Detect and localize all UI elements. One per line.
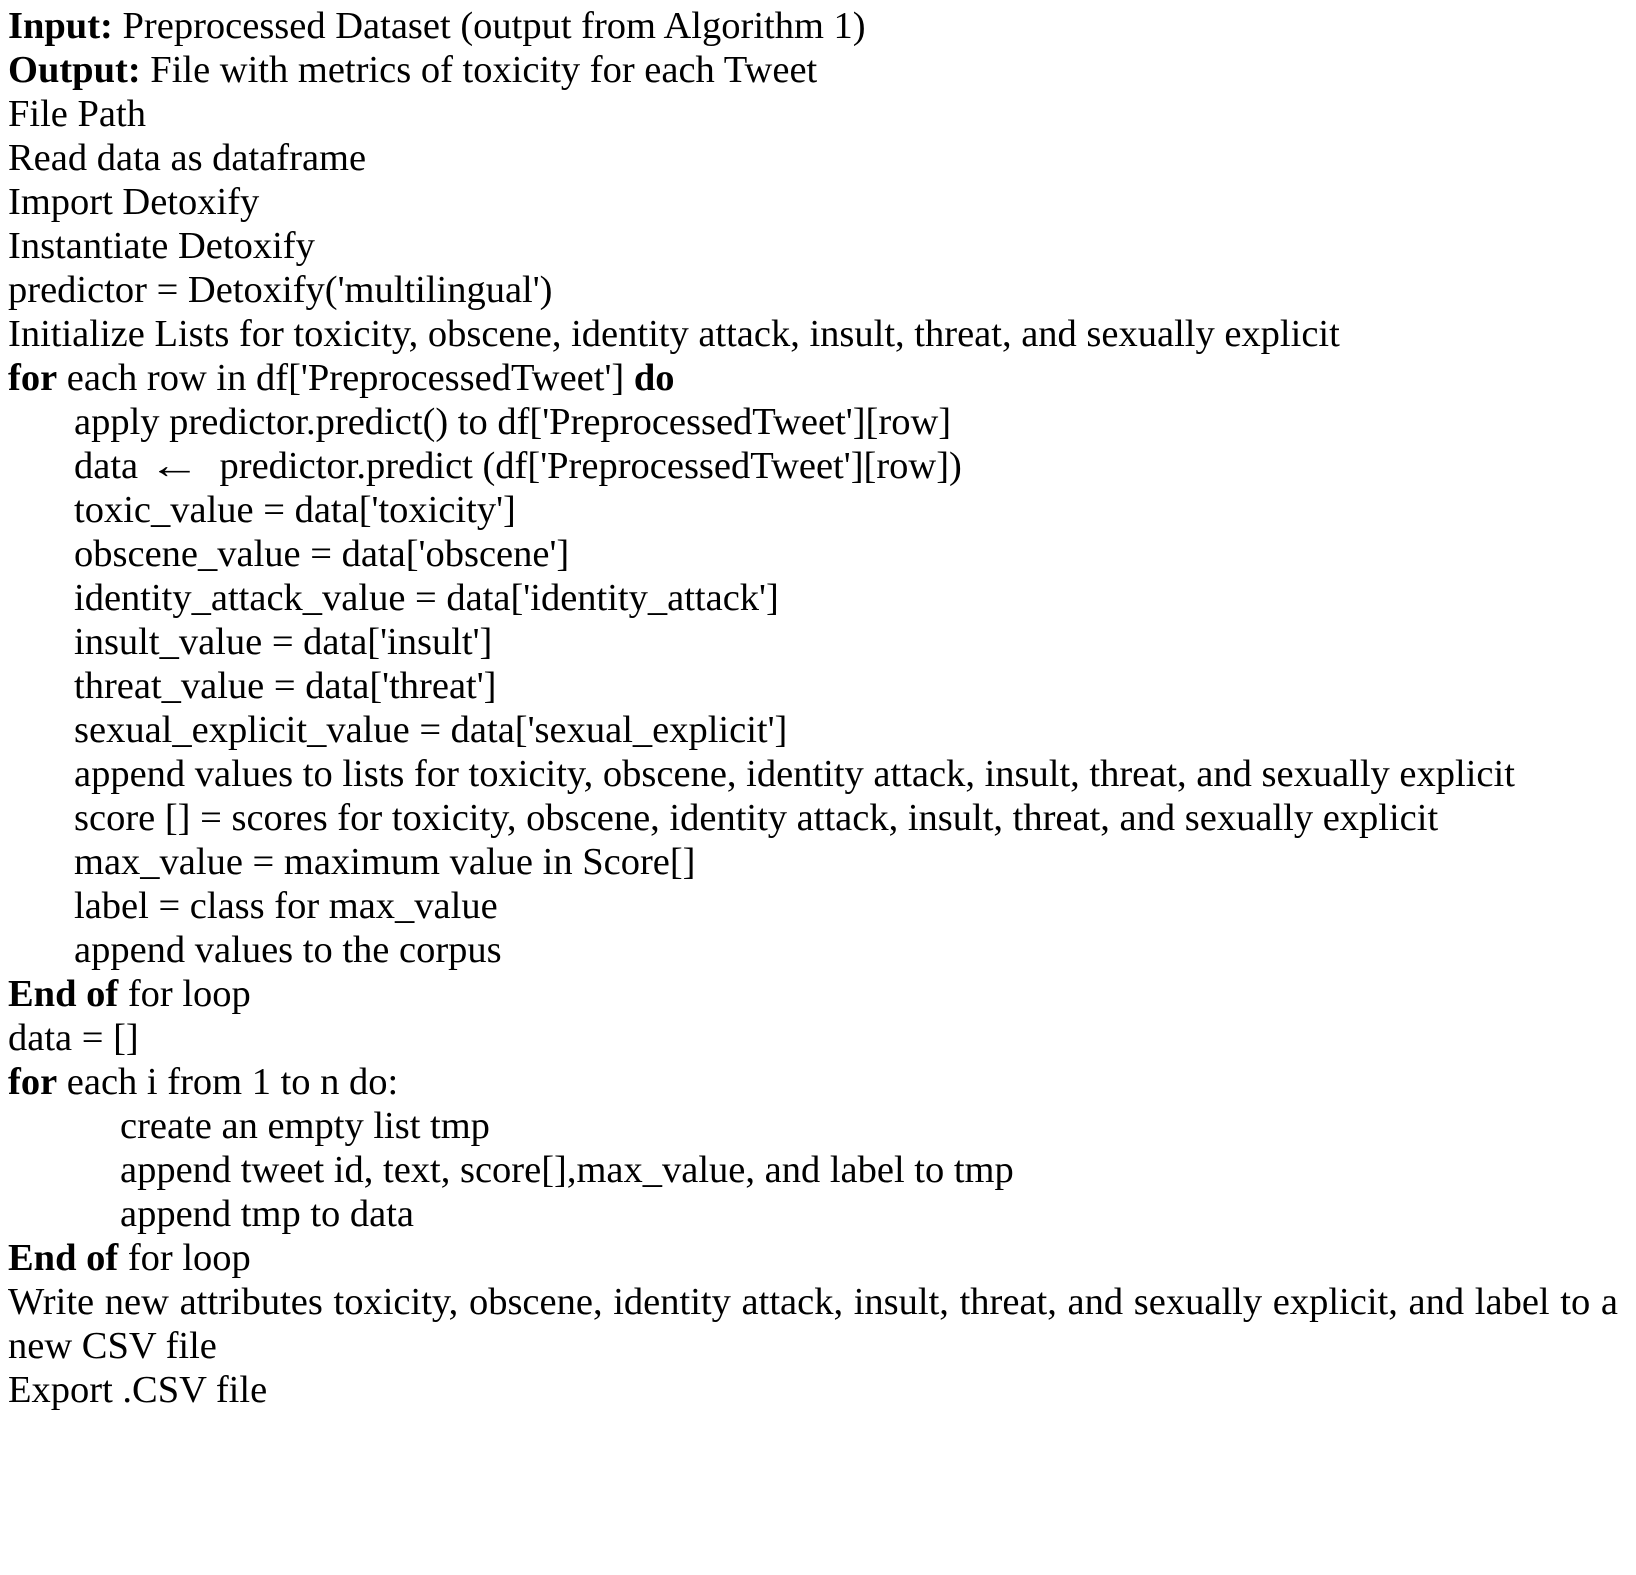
text-write-attributes: Write new attributes toxicity, obscene, identity attack, insult, threat, and sexually explicit, and label to a new CSV file [8, 1281, 1628, 1367]
pseudocode-line-identity-value [8, 576, 1618, 620]
text-create-tmp: create an empty list tmp [120, 1105, 490, 1147]
pseudocode-line-append-corpus [8, 928, 1618, 972]
pseudocode-line-import-detoxify [8, 180, 1618, 224]
keyword-input: Input: [8, 5, 113, 47]
text-for-each-row: for each row in df['PreprocessedTweet'] do [8, 357, 675, 399]
text-end-of-loop-1: for loop [118, 973, 251, 1015]
pseudocode-line-label-assign [8, 884, 1618, 928]
pseudocode-line-create-tmp [8, 1104, 1618, 1148]
text-sexual-value: sexual_explicit_value = data['sexual_explicit'] [74, 709, 788, 751]
pseudocode-line-for-each-row [8, 356, 1618, 400]
text-toxic-value: toxic_value = data['toxicity'] [74, 489, 516, 531]
keyword-for: for [8, 357, 58, 399]
pseudocode-line-for-each-i [8, 1060, 1618, 1104]
keyword-for: for [8, 1061, 58, 1103]
pseudocode-line-append-tmp-data [8, 1192, 1618, 1236]
pseudocode-line-sexual-value [8, 708, 1618, 752]
text-score-array: score [] = scores for toxicity, obscene, identity attack, insult, threat, and sexually explicit [74, 797, 1439, 839]
text-max-value: max_value = maximum value in Score[] [74, 841, 696, 883]
text-output: File with metrics of toxicity for each Tweet [140, 49, 818, 91]
text-import-detoxify: Import Detoxify [8, 181, 260, 223]
pseudocode-line-append-lists [8, 752, 1618, 796]
text-predictor-init: predictor = Detoxify('multilingual') [8, 269, 553, 311]
text-append-corpus: append values to the corpus [74, 929, 502, 971]
pseudocode-line-data-empty [8, 1016, 1618, 1060]
text-append-lists: append values to lists for toxicity, obscene, identity attack, insult, threat, and sexually explicit [74, 753, 1515, 795]
text-end-of-loop-2: for loop [118, 1237, 251, 1279]
text-append-tmp-data: append tmp to data [120, 1193, 415, 1235]
pseudocode-line-export-csv [8, 1368, 1618, 1412]
text-export-csv: Export .CSV file [8, 1369, 268, 1411]
pseudocode-line-toxic-value [8, 488, 1618, 532]
text-apply-predict: apply predictor.predict() to df['PreprocessedTweet'][row] [74, 401, 952, 443]
left-arrow-icon: ← [148, 445, 200, 487]
pseudocode-line-obscene-value [8, 532, 1618, 576]
text-identity-value: identity_attack_value = data['identity_attack'] [74, 577, 779, 619]
pseudocode-line-data-assign [8, 444, 1618, 488]
pseudocode-line-instantiate [8, 224, 1618, 268]
pseudocode-line-input [8, 4, 1618, 48]
text-init-lists: Initialize Lists for toxicity, obscene, identity attack, insult, threat, and sexually explicit [8, 313, 1340, 355]
text-for-each-i: for each i from 1 to n do: [8, 1061, 399, 1103]
text-data-assign: data ← predictor.predict (df['PreprocessedTweet'][row]) [74, 445, 962, 487]
text-insult-value: insult_value = data['insult'] [74, 621, 493, 663]
text-read-data: Read data as dataframe [8, 137, 367, 179]
keyword-end-of-loop-1: End of [8, 973, 119, 1015]
pseudocode-line-output [8, 48, 1618, 92]
pseudocode-line-score-array [8, 796, 1618, 840]
text-file-path: File Path [8, 93, 146, 135]
pseudocode-line-end-of-loop-1 [8, 972, 1618, 1016]
keyword-end-of-loop-2: End of [8, 1237, 119, 1279]
text-instantiate: Instantiate Detoxify [8, 225, 315, 267]
pseudocode-line-apply-predict [8, 400, 1618, 444]
pseudocode-line-end-of-loop-2 [8, 1236, 1618, 1280]
keyword-do: do [633, 357, 675, 399]
text-label-assign: label = class for max_value [74, 885, 498, 927]
pseudocode-line-insult-value [8, 620, 1618, 664]
pseudocode-line-predictor-init [8, 268, 1618, 312]
pseudocode-line-init-lists [8, 312, 1618, 356]
pseudocode-line-threat-value [8, 664, 1618, 708]
text-threat-value: threat_value = data['threat'] [74, 665, 497, 707]
pseudocode-line-read-data [8, 136, 1618, 180]
pseudocode-line-write-attributes [8, 1280, 1628, 1368]
text-input: Preprocessed Dataset (output from Algorithm 1) [112, 5, 866, 47]
text-obscene-value: obscene_value = data['obscene'] [74, 533, 570, 575]
pseudocode-line-file-path [8, 92, 1618, 136]
text-append-tmp-vals: append tweet id, text, score[],max_value, and label to tmp [120, 1149, 1014, 1191]
text-data-empty: data = [] [8, 1017, 139, 1059]
keyword-output: Output: [8, 49, 141, 91]
pseudocode-line-append-tmp-vals [8, 1148, 1618, 1192]
pseudocode-line-max-value [8, 840, 1618, 884]
